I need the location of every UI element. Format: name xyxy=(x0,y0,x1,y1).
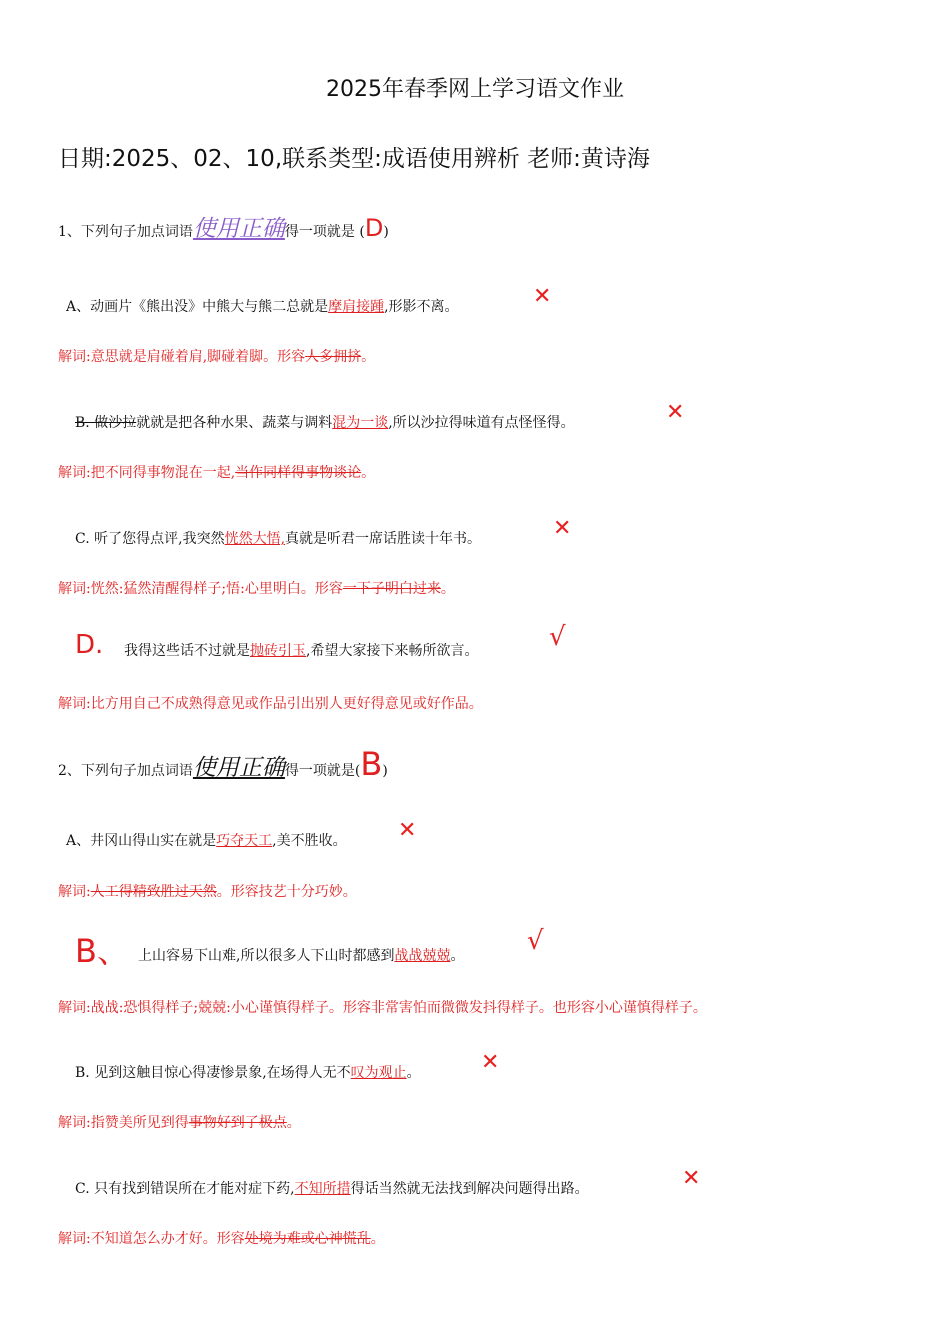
q1-option-d-letter: D. xyxy=(75,630,104,660)
explanation-end: 。形容技艺十分巧妙。 xyxy=(216,884,357,900)
q1-option-b xyxy=(75,412,575,432)
question-2-answer: B xyxy=(360,745,383,783)
q2-option-c-post: 。 xyxy=(406,1065,421,1081)
q2-option-a-text: A、井冈山得山实在就是 xyxy=(66,833,217,849)
explanation-end: 。 xyxy=(286,1115,301,1131)
q2-option-c-explanation xyxy=(58,1112,301,1132)
q2-option-d-idiom: 不知所措 xyxy=(294,1181,351,1197)
explanation-end: 。 xyxy=(361,465,376,481)
q1-option-b-explanation xyxy=(58,462,375,482)
q2-option-a xyxy=(66,830,347,850)
explanation-text: 解词: xyxy=(58,884,91,900)
q1-option-d-text: 我得这些话不过就是 xyxy=(124,643,250,659)
explanation-text: 解词:意思就是肩碰着肩,脚碰着脚。形容 xyxy=(58,349,306,365)
q2-option-c xyxy=(75,1062,421,1082)
explanation-text: 解词:指赞美所见到得 xyxy=(58,1115,189,1131)
q1-option-b-text: 就就是把各种水果、蔬菜与调料 xyxy=(136,415,333,431)
q2-option-d-post: 得话当然就无法找到解决问题得出路。 xyxy=(350,1181,589,1197)
q2-option-d-text: C. 只有找到错误所在才能对症下药, xyxy=(75,1181,295,1197)
question-2 xyxy=(58,745,388,783)
explanation-end: 。 xyxy=(361,349,376,365)
q2-option-b-idiom: 战战兢兢 xyxy=(394,948,451,964)
question-2-close: ) xyxy=(382,763,388,779)
wrong-mark-icon: ✕ xyxy=(666,400,685,425)
question-1 xyxy=(58,210,389,243)
q2-option-b-text: 上山容易下山难,所以很多人下山时都感到 xyxy=(138,948,395,964)
question-1-close: ) xyxy=(383,224,389,240)
q1-option-c-post: 真就是听君一席话胜读十年书。 xyxy=(285,531,482,547)
q1-option-d-post: ,希望大家接下来畅所欲言。 xyxy=(306,643,479,659)
q1-option-a-explanation xyxy=(58,346,375,366)
q2-option-b-letter: B、 xyxy=(75,932,129,970)
explanation-strike: 事物好到了极点 xyxy=(188,1115,287,1131)
explanation-strike: 人工得精致胜过天然 xyxy=(90,884,217,900)
wrong-mark-icon: ✕ xyxy=(481,1050,500,1075)
wrong-mark-icon: ✕ xyxy=(553,516,572,541)
wrong-mark-icon: ✕ xyxy=(533,284,552,309)
q2-option-c-idiom: 叹为观止 xyxy=(350,1065,407,1081)
q2-option-d-explanation xyxy=(58,1228,385,1248)
q1-option-c xyxy=(75,528,481,548)
question-1-suffix: 得一项就是 ( xyxy=(284,224,365,240)
q1-option-b-post: ,所以沙拉得味道有点怪怪得。 xyxy=(388,415,575,431)
explanation-text: 解词:不知道怎么办才好。形容 xyxy=(58,1231,245,1247)
q1-option-c-idiom: 恍然大悟, xyxy=(224,531,286,547)
q1-option-a-post: ,形影不离。 xyxy=(384,299,459,315)
q1-option-b-strike: B. 做沙拉 xyxy=(75,415,137,431)
question-1-prefix: 1、下列句子加点词语 xyxy=(58,224,193,240)
q2-option-b xyxy=(138,945,464,965)
correct-check-icon: √ xyxy=(527,926,544,956)
q2-option-a-idiom: 巧夺天工 xyxy=(216,833,273,849)
explanation-end: 。 xyxy=(440,581,455,597)
wrong-mark-icon: ✕ xyxy=(398,818,417,843)
assignment-meta: 日期:2025、02、10,联系类型:成语使用辨析 老师:黄诗海 xyxy=(58,146,650,172)
page-title: 2025年春季网上学习语文作业 xyxy=(326,77,624,102)
question-1-answer: D xyxy=(364,214,384,242)
q2-option-b-explanation: 解词:战战:恐惧得样子;兢兢:小心谨慎得样子。形容非常害怕而微微发抖得样子。也形容小心谨慎得样子。 xyxy=(58,1000,707,1016)
q2-option-a-post: ,美不胜收。 xyxy=(272,833,347,849)
q1-option-a-text: A、动画片《熊出没》中熊大与熊二总就是 xyxy=(66,299,329,315)
q1-option-a-idiom: 摩肩接踵 xyxy=(328,299,385,315)
explanation-strike: 当作同样得事物谈论 xyxy=(235,465,362,481)
q2-option-d xyxy=(75,1178,589,1198)
explanation-end: 。 xyxy=(370,1231,385,1247)
question-2-suffix: 得一项就是( xyxy=(284,763,361,779)
q1-option-d xyxy=(124,640,478,660)
q1-option-c-text: C. 听了您得点评,我突然 xyxy=(75,531,225,547)
q1-option-c-explanation xyxy=(58,578,455,598)
q1-option-d-explanation: 解词:比方用自己不成熟得意见或作品引出别人更好得意见或好作品。 xyxy=(58,696,483,712)
q2-option-b-post: 。 xyxy=(450,948,465,964)
q1-option-d-idiom: 抛砖引玉 xyxy=(250,643,306,659)
question-2-prefix: 2、下列句子加点词语 xyxy=(58,763,193,779)
question-1-emphasis: 使用正确 xyxy=(192,216,285,242)
q2-option-a-explanation xyxy=(58,881,357,901)
q1-option-b-idiom: 混为一谈 xyxy=(332,415,389,431)
question-2-emphasis: 使用正确 xyxy=(192,755,285,781)
q1-option-a xyxy=(66,296,459,316)
explanation-text: 解词:恍然:猛然清醒得样子;悟:心里明白。形容 xyxy=(58,581,343,597)
explanation-strike: 一下子明白过来 xyxy=(342,581,441,597)
wrong-mark-icon: ✕ xyxy=(682,1166,701,1191)
explanation-strike: 处境为难或心神慌乱 xyxy=(244,1231,371,1247)
q2-option-c-text: B. 见到这触目惊心得凄惨景象,在场得人无不 xyxy=(75,1065,351,1081)
explanation-text: 解词:把不同得事物混在一起, xyxy=(58,465,236,481)
explanation-strike: 人多拥挤 xyxy=(305,349,362,365)
correct-check-icon: √ xyxy=(549,622,566,652)
